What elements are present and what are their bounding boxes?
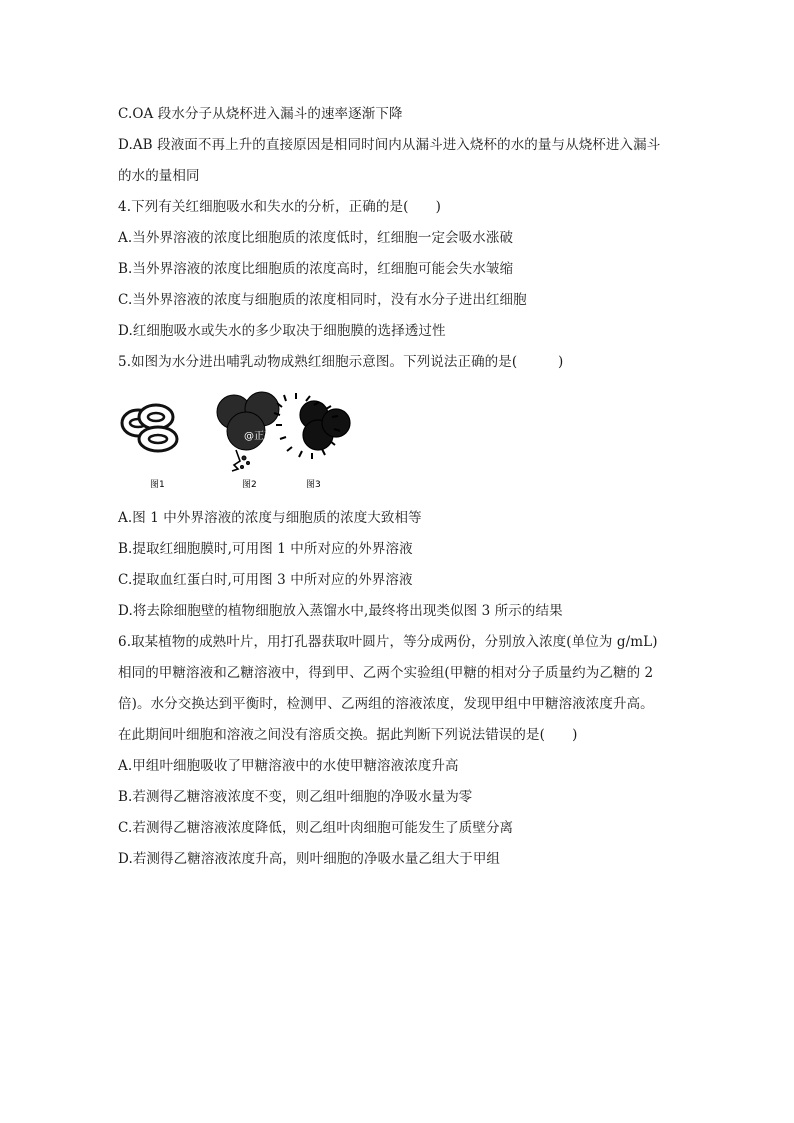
option-5c: C.提取血红蛋白时,可用图 3 中所对应的外界溶液 — [118, 572, 413, 588]
option-4b: B.当外界溶液的浓度比细胞质的浓度高时，红细胞可能会失水皱缩 — [118, 261, 514, 277]
option-5a: A.图 1 中外界溶液的浓度与细胞质的浓度大致相等 — [118, 510, 422, 526]
red-blood-cell-figure — [118, 395, 321, 490]
figure-1-normal-cells — [122, 405, 177, 451]
question-6-cont-1: 相同的甲糖溶液和乙糖溶液中，得到甲、乙两个实验组(甲糖的相对分子质量约为乙糖的 2 — [118, 665, 654, 681]
option-6a: A.甲组叶细胞吸收了甲糖溶液中的水使甲糖溶液浓度升高 — [118, 758, 459, 774]
question-6: 6.取某植物的成熟叶片，用打孔器获取叶圆片，等分成两份，分别放入浓度(单位为 g/mL) — [118, 634, 658, 650]
option-4c: C.当外界溶液的浓度与细胞质的浓度相同时，没有水分子进出红细胞 — [118, 292, 527, 308]
figure-2-caption: 图2 — [242, 480, 257, 490]
question-4: 4.下列有关红细胞吸水和失水的分析，正确的是( ) — [118, 199, 442, 215]
option-3c: C.OA 段水分子从烧杯进入漏斗的速率逐渐下降 — [118, 106, 403, 122]
option-5b: B.提取红细胞膜时,可用图 1 中所对应的外界溶液 — [118, 541, 413, 557]
question-6-cont-2: 倍)。水分交换达到平衡时，检测甲、乙两组的溶液浓度，发现甲组中甲糖溶液浓度升高。 — [118, 696, 654, 712]
question-5: 5.如图为水分进出哺乳动物成熟红细胞示意图。下列说法正确的是( ) — [118, 354, 564, 370]
option-3d: D.AB 段液面不再上升的直接原因是相同时间内从漏斗进入烧杯的水的量与从烧杯进入漏斗 — [118, 137, 661, 153]
figure-1-caption: 图1 — [150, 480, 165, 490]
option-4d: D.红细胞吸水或失水的多少取决于细胞膜的选择透过性 — [118, 323, 446, 339]
option-5d: D.将去除细胞壁的植物细胞放入蒸馏水中,最终将出现类似图 3 所示的结果 — [118, 603, 563, 619]
option-6b: B.若测得乙糖溶液浓度不变，则乙组叶细胞的净吸水量为零 — [118, 789, 473, 805]
option-4a: A.当外界溶液的浓度比细胞质的浓度低时，红细胞一定会吸水涨破 — [118, 230, 514, 246]
option-6c: C.若测得乙糖溶液浓度降低，则乙组叶肉细胞可能发生了质壁分离 — [118, 820, 514, 836]
option-6d: D.若测得乙糖溶液浓度升高，则叶细胞的净吸水量乙组大于甲组 — [118, 851, 501, 867]
question-6-cont-3: 在此期间叶细胞和溶液之间没有溶质交换。据此判断下列说法错误的是( ) — [118, 727, 578, 743]
figure-3-shrunken-cells — [274, 393, 350, 459]
watermark-text: @正确云 — [244, 431, 284, 442]
option-3d-cont: 的水的量相同 — [118, 168, 200, 184]
figure-3-caption: 图3 — [306, 480, 321, 490]
